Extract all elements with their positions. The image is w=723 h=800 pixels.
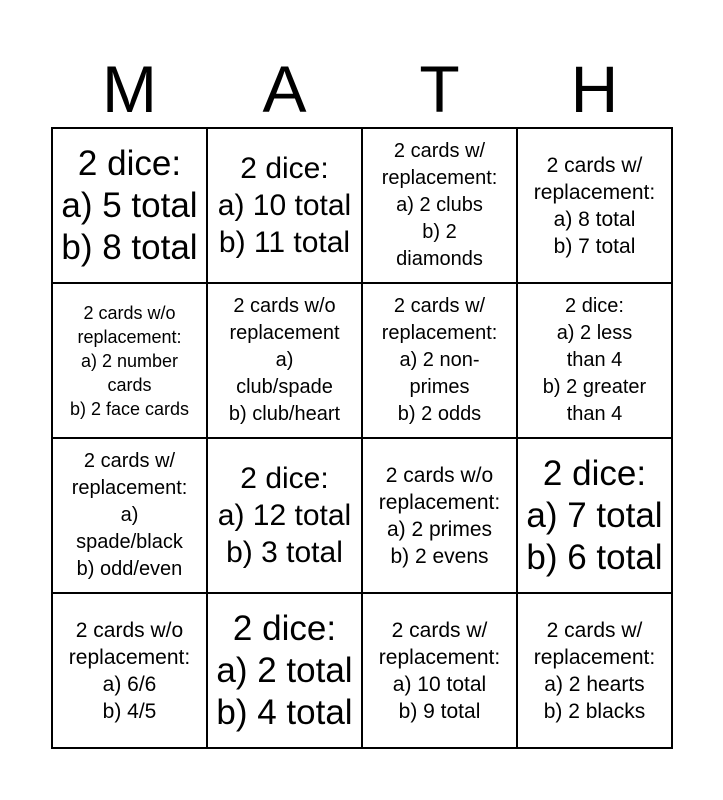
bingo-cell-2 xyxy=(208,129,363,284)
bingo-cell-13 xyxy=(53,594,208,749)
header-letter-m: M xyxy=(102,52,157,126)
cell-text: 2 cards w/o replacement: a) 2 primes b) 2 evens xyxy=(378,463,501,568)
bingo-cell-16 xyxy=(518,594,673,749)
cell-text: 2 dice: a) 2 total b) 4 total xyxy=(216,608,353,732)
cell-text: 2 cards w/ replacement: a) 2 non- primes b) 2 odds xyxy=(381,295,498,425)
bingo-cell-14 xyxy=(208,594,363,749)
bingo-cell-10 xyxy=(208,439,363,594)
bingo-cell-6 xyxy=(208,284,363,439)
bingo-cell-5 xyxy=(53,284,208,439)
header-letter-h: H xyxy=(570,52,619,126)
cell-text: 2 cards w/o replacement: a) 6/6 b) 4/5 xyxy=(68,618,191,723)
cell-text: 2 dice: a) 12 total b) 3 total xyxy=(217,462,352,569)
header-letter-a: A xyxy=(262,52,307,126)
bingo-header xyxy=(52,50,672,128)
bingo-cell-9 xyxy=(53,439,208,594)
bingo-grid xyxy=(51,127,673,749)
bingo-cell-12 xyxy=(518,439,673,594)
cell-text: 2 cards w/ replacement: a) spade/black b) odd/even xyxy=(71,450,188,580)
cell-text: 2 cards w/ replacement: a) 10 total b) 9 total xyxy=(378,618,501,723)
cell-text: 2 dice: a) 10 total b) 11 total xyxy=(217,152,352,259)
cell-text: 2 dice: a) 7 total b) 6 total xyxy=(526,453,663,577)
bingo-cell-11 xyxy=(363,439,518,594)
cell-text: 2 cards w/o replacement: a) 2 number cards b) 2 face cards xyxy=(69,302,190,419)
cell-text: 2 cards w/ replacement: a) 2 hearts b) 2 blacks xyxy=(533,618,656,723)
bingo-cell-3 xyxy=(363,129,518,284)
bingo-cell-15 xyxy=(363,594,518,749)
cell-text: 2 cards w/ replacement: a) 8 total b) 7 total xyxy=(533,153,656,258)
bingo-cell-7 xyxy=(363,284,518,439)
cell-text: 2 cards w/ replacement: a) 2 clubs b) 2 diamonds xyxy=(381,140,498,270)
cell-text: 2 dice: a) 5 total b) 8 total xyxy=(61,143,198,267)
cell-text: 2 dice: a) 2 less than 4 b) 2 greater than 4 xyxy=(542,295,647,425)
bingo-cell-1 xyxy=(53,129,208,284)
header-letter-t: T xyxy=(419,52,460,126)
cell-text: 2 cards w/o replacement a) club/spade b) club/heart xyxy=(228,295,341,425)
bingo-cell-4 xyxy=(518,129,673,284)
bingo-cell-8 xyxy=(518,284,673,439)
